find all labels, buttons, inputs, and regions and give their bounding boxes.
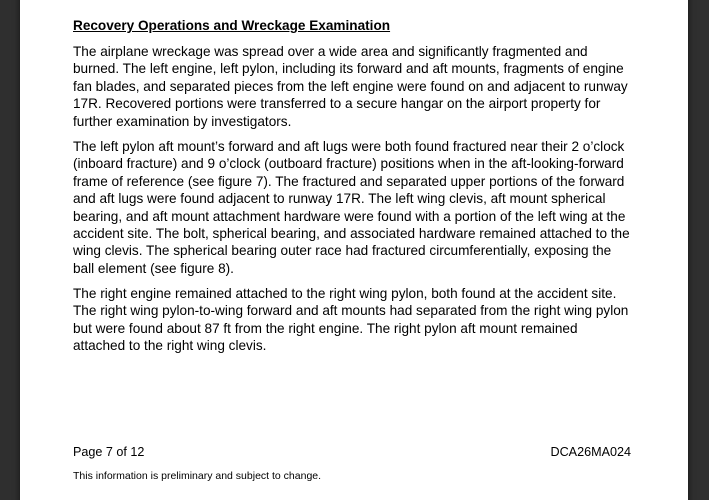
disclaimer-text: This information is preliminary and subject to change. <box>73 470 322 482</box>
section-heading: Recovery Operations and Wreckage Examination <box>73 18 391 33</box>
document-id: DCA26MA024 <box>550 445 631 459</box>
paragraph-wreckage-spread: The airplane wreckage was spread over a wide area and significantly fragmented and burned. The left engine, left pylon, including its forward and aft mounts, fragments of engine fan blades, and separated pieces from the left engine were found on and adjacent to runway 17R. Recovered portions were transferred to a secure hangar on the airport property for further examination by investigators. <box>73 44 628 129</box>
paragraph-left-pylon-aft-mount: The left pylon aft mount’s forward and aft lugs were both found fractured near their 2 o’clock (inboard fracture) and 9 o’clock (outboard fracture) positions when in the aft-looking-forward frame of reference (see figure 7). The fractured and separated upper portions of the forward and aft lugs were found adjacent to runway 17R. The left wing clevis, aft mount spherical bearing, and aft mount attachment hardware were found with a portion of the left wing at the accident site. The bolt, spherical bearing, and associated hardware remained attached to the wing clevis. The spherical bearing outer race had fractured circumferentially, exposing the ball element (see figure 8). <box>73 139 630 276</box>
cut-off-text-line <box>73 0 633 2</box>
page-number: Page 7 of 12 <box>73 445 145 459</box>
document-page <box>20 0 688 500</box>
paragraph-right-engine: The right engine remained attached to the right wing pylon, both found at the accident site. The right wing pylon-to-wing forward and aft mounts had separated from the right wing pylon but were found about 87 ft from the right engine. The right pylon aft mount remained attached to the right wing clevis. <box>73 286 629 354</box>
